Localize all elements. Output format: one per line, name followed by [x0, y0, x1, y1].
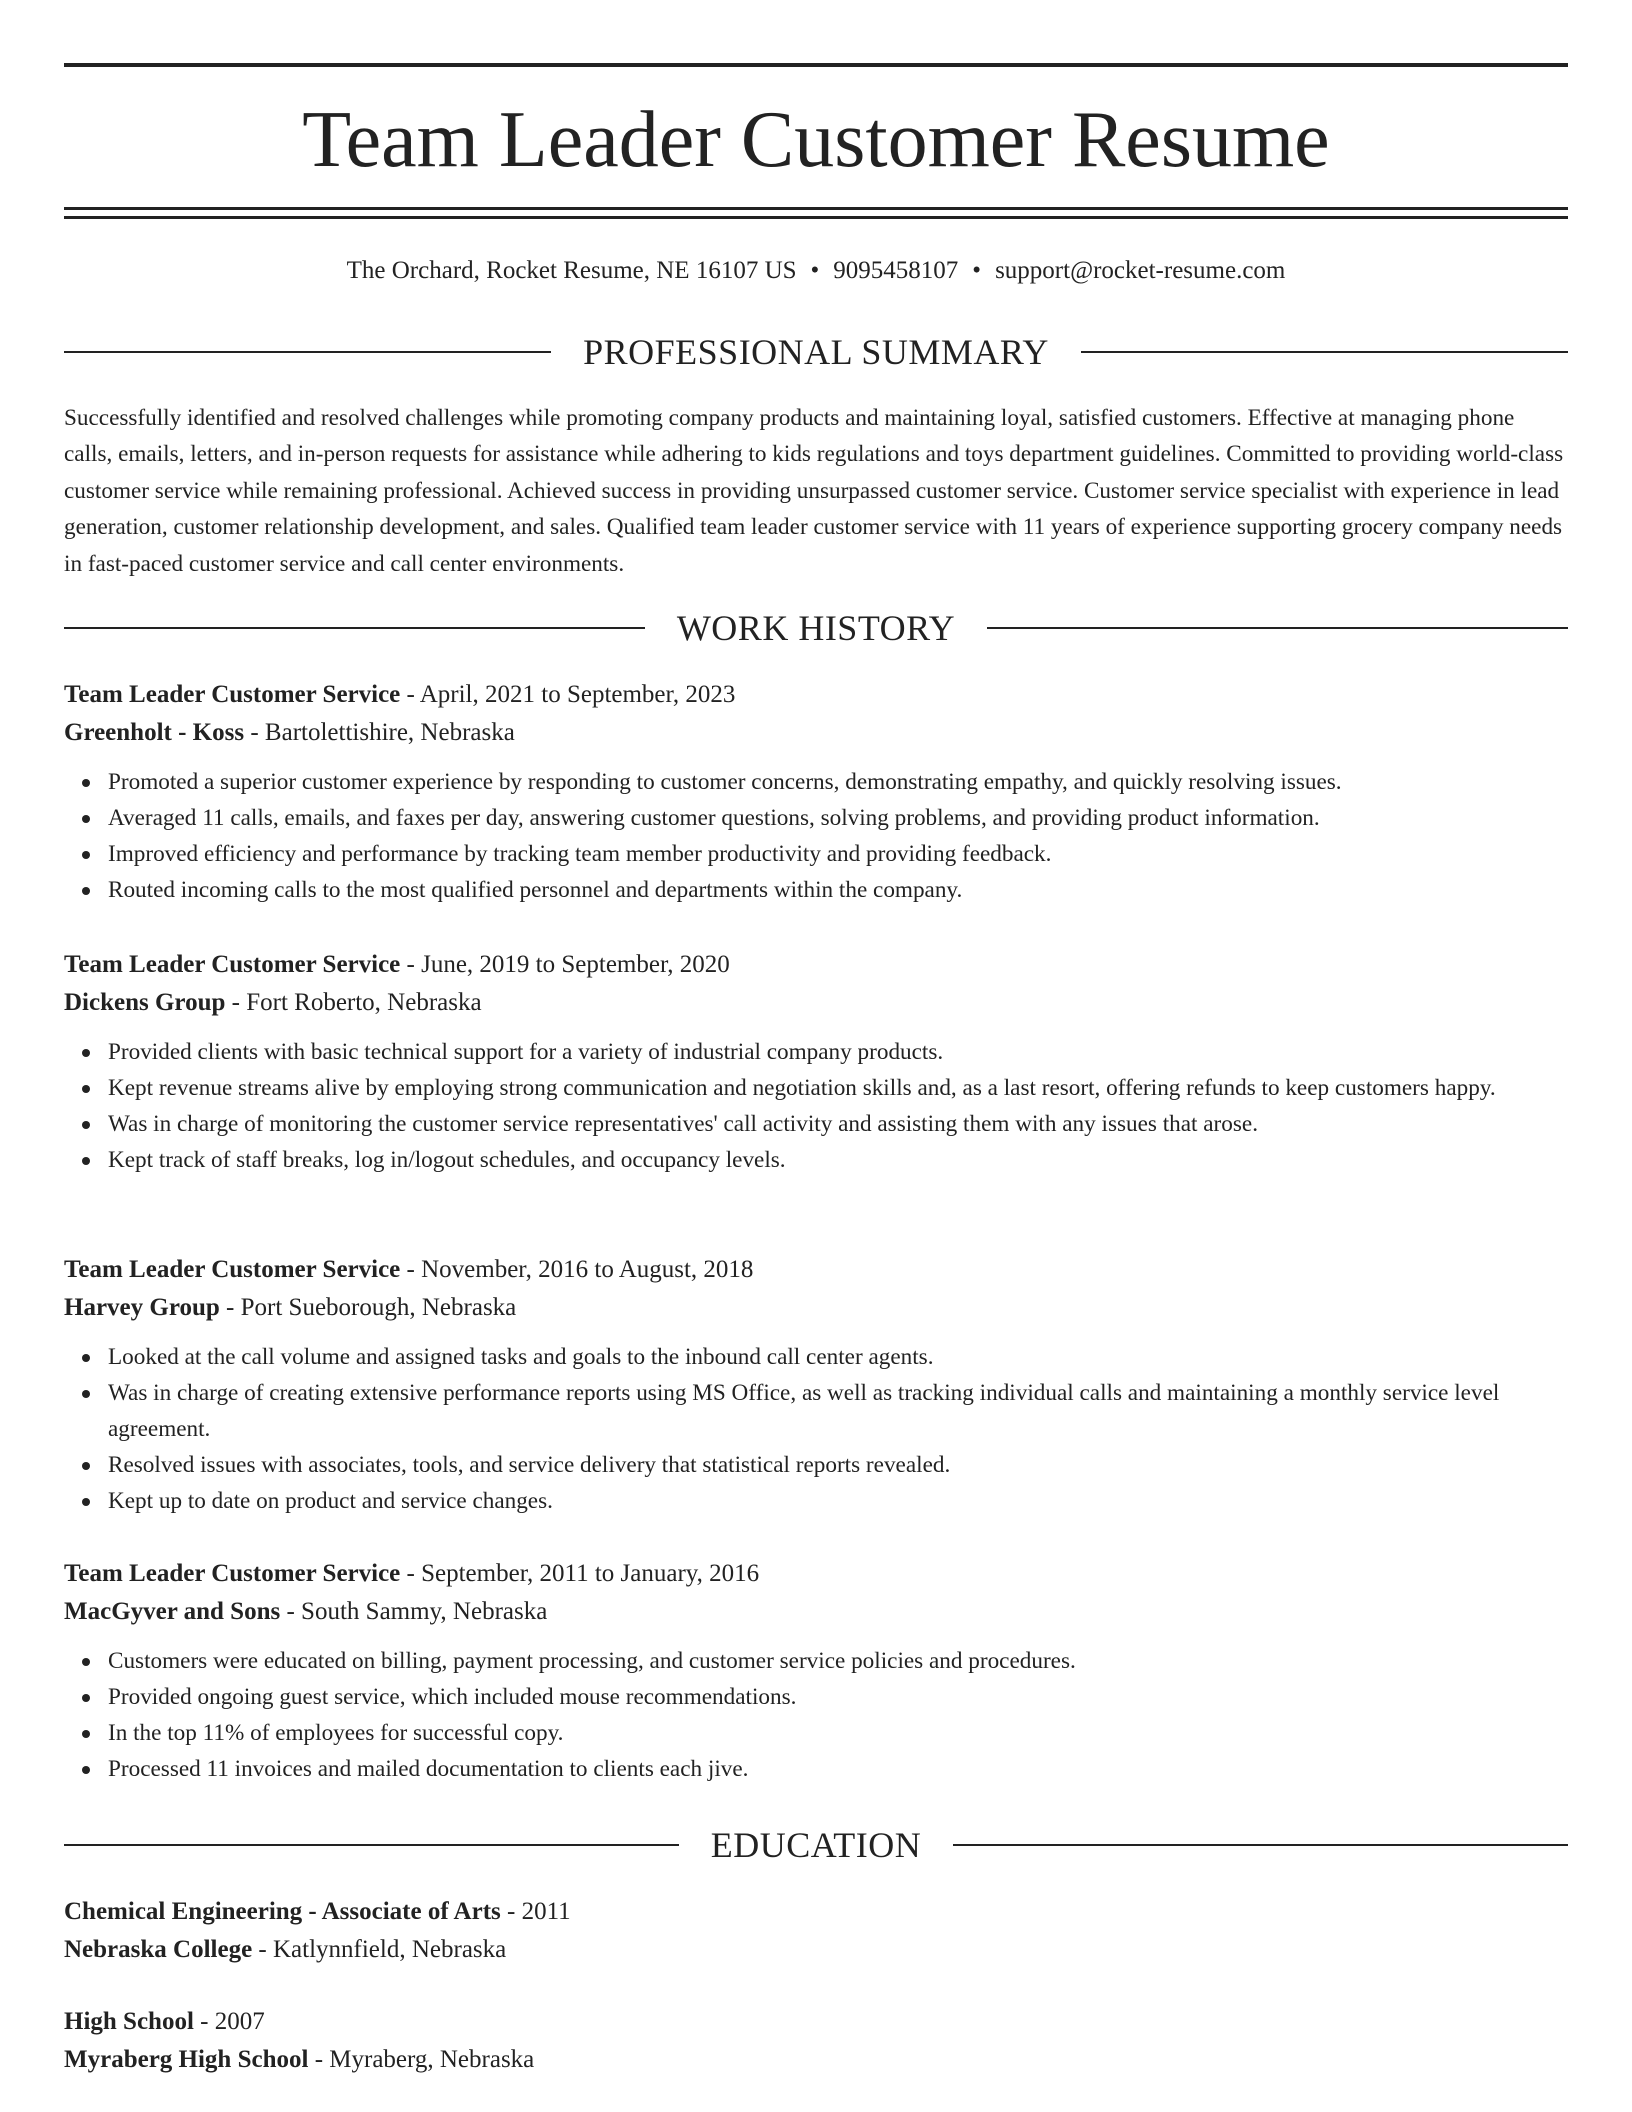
education-heading	[64, 2003, 1568, 2041]
education-location: - Katlynnfield, Nebraska	[252, 1936, 507, 1963]
job-title: Team Leader Customer Service	[64, 681, 401, 708]
job-bullet: Provided clients with basic technical support for a variety of industrial company products.	[108, 1034, 1568, 1070]
job-heading	[64, 1251, 1568, 1289]
job-dates: - April, 2021 to September, 2023	[400, 681, 736, 708]
section-heading-work-history	[64, 606, 1568, 650]
job-title: Team Leader Customer Service	[64, 1256, 401, 1283]
job-company-line	[64, 714, 1568, 752]
title-rule-lower	[64, 216, 1568, 219]
job-company: Dickens Group	[64, 989, 226, 1016]
job-bullet: Kept revenue streams alive by employing strong communication and negotiation skills and, as a last resort, offering refunds to keep customers happy.	[108, 1070, 1568, 1106]
job-bullet: Was in charge of monitoring the customer service representatives' call activity and assisting them with any issues that arose.	[108, 1106, 1568, 1142]
job-dates: - November, 2016 to August, 2018	[400, 1256, 754, 1283]
job-company: Greenholt - Koss	[64, 719, 245, 746]
education-degree: Chemical Engineering - Associate of Arts	[64, 1898, 501, 1925]
job-bullet: Resolved issues with associates, tools, and service delivery that statistical reports revealed.	[108, 1447, 1568, 1483]
job-company: Harvey Group	[64, 1294, 220, 1321]
title-rule-upper	[64, 207, 1568, 210]
education-year: - 2007	[193, 2008, 265, 2035]
heading-rule	[953, 1844, 1568, 1846]
job-dates: - June, 2019 to September, 2020	[400, 951, 730, 978]
education-school-line	[64, 2041, 1568, 2079]
heading-rule	[64, 351, 551, 353]
job-bullet: Kept up to date on product and service changes.	[108, 1483, 1568, 1519]
job-entry	[64, 1555, 1568, 1787]
job-heading	[64, 1555, 1568, 1593]
job-bullets	[64, 1643, 1568, 1787]
job-bullet: Looked at the call volume and assigned tasks and goals to the inbound call center agents.	[108, 1339, 1568, 1375]
top-rule	[64, 63, 1568, 67]
education-entry	[64, 2003, 1568, 2079]
job-bullets	[64, 1339, 1568, 1519]
job-bullet: Was in charge of creating extensive performance reports using MS Office, as well as tracking individual calls and maintaining a monthly service level agreement.	[108, 1375, 1568, 1447]
section-heading-summary	[64, 330, 1568, 374]
education-year: - 2011	[500, 1898, 571, 1925]
job-bullet: Kept track of staff breaks, log in/logout schedules, and occupancy levels.	[108, 1142, 1568, 1178]
job-bullet: Improved efficiency and performance by tracking team member productivity and providing feedback.	[108, 836, 1568, 872]
job-heading	[64, 946, 1568, 984]
job-heading	[64, 676, 1568, 714]
contact-address: The Orchard, Rocket Resume, NE 16107 US	[346, 257, 797, 284]
job-entry	[64, 676, 1568, 908]
job-location: - Port Sueborough, Nebraska	[219, 1294, 517, 1321]
contact-separator: •	[810, 257, 820, 284]
job-bullets	[64, 1034, 1568, 1178]
job-title: Team Leader Customer Service	[64, 1560, 401, 1587]
job-bullet: Promoted a superior customer experience by responding to customer concerns, demonstrating empathy, and quickly resolving issues.	[108, 764, 1568, 800]
education-school: Nebraska College	[64, 1936, 253, 1963]
education-school: Myraberg High School	[64, 2046, 309, 2073]
job-bullet: Averaged 11 calls, emails, and faxes per day, answering customer questions, solving problems, and providing product information.	[108, 800, 1568, 836]
job-company-line	[64, 1593, 1568, 1631]
job-entry	[64, 946, 1568, 1178]
job-location: - Bartolettishire, Nebraska	[244, 719, 515, 746]
education-degree: High School	[64, 2008, 194, 2035]
section-heading-education	[64, 1823, 1568, 1867]
contact-phone: 9095458107	[833, 257, 959, 284]
contact-email: support@rocket-resume.com	[995, 257, 1286, 284]
job-bullet: Processed 11 invoices and mailed documentation to clients each jive.	[108, 1751, 1568, 1787]
section-title: WORK HISTORY	[676, 608, 956, 648]
heading-rule	[1081, 351, 1568, 353]
contact-line	[64, 254, 1568, 288]
resume-title: Team Leader Customer Resume	[302, 96, 1330, 184]
contact-separator: •	[972, 257, 982, 284]
job-company-line	[64, 1289, 1568, 1327]
job-company-line	[64, 984, 1568, 1022]
education-entry	[64, 1893, 1568, 1969]
heading-rule	[987, 627, 1568, 629]
education-heading	[64, 1893, 1568, 1931]
job-bullets	[64, 764, 1568, 908]
job-bullet: In the top 11% of employees for successful copy.	[108, 1715, 1568, 1751]
summary-text: Successfully identified and resolved challenges while promoting company products and maintaining loyal, satisfied customers. Effective at managing phone calls, emails, letters, and in-person requests for assistance while adhering to kids regulations and toys department guidelines. Committed to providing world-class customer service while remaining professional. Achieved success in providing unsurpassed customer service. Customer service specialist with experience in lead generation, customer relationship development, and sales. Qualified team leader customer service with 11 years of experience supporting grocery company needs in fast-paced customer service and call center environments.	[64, 405, 1564, 577]
job-title: Team Leader Customer Service	[64, 951, 401, 978]
job-bullet: Customers were educated on billing, payment processing, and customer service policies and procedures.	[108, 1643, 1568, 1679]
heading-rule	[64, 627, 645, 629]
job-company: MacGyver and Sons	[64, 1598, 281, 1625]
section-title: PROFESSIONAL SUMMARY	[583, 332, 1049, 372]
education-school-line	[64, 1931, 1568, 1969]
job-dates: - September, 2011 to January, 2016	[400, 1560, 760, 1587]
education-location: - Myraberg, Nebraska	[308, 2046, 535, 2073]
heading-rule	[64, 1844, 679, 1846]
job-location: - Fort Roberto, Nebraska	[225, 989, 482, 1016]
job-bullet: Routed incoming calls to the most qualified personnel and departments within the company.	[108, 872, 1568, 908]
job-entry	[64, 1251, 1568, 1519]
job-location: - South Sammy, Nebraska	[280, 1598, 548, 1625]
section-title: EDUCATION	[710, 1825, 922, 1865]
job-bullet: Provided ongoing guest service, which included mouse recommendations.	[108, 1679, 1568, 1715]
